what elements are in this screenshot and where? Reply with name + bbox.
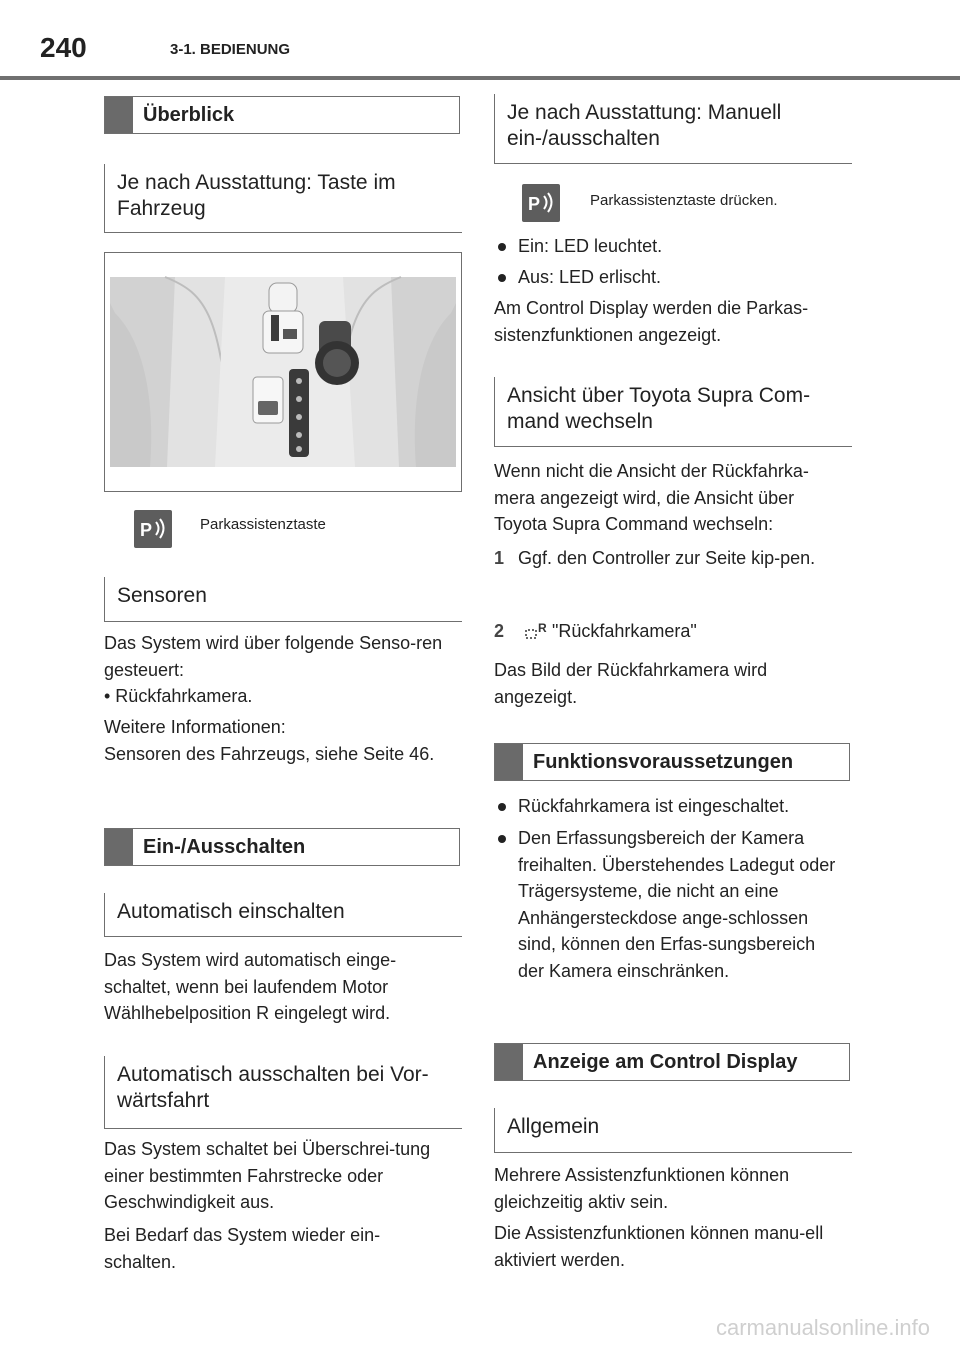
heading-marker [105, 97, 133, 133]
view-paragraph: Wenn nicht die Ansicht der Rückfahrka-mera angezeigt wird, die Ansicht über Toyota Supra Command wechseln: [494, 461, 809, 534]
heading-prerequisites [494, 743, 850, 781]
heading-prerequisites-text: Funktionsvoraussetzungen [533, 751, 794, 773]
center-console-illustration [105, 253, 461, 491]
watermark: carmanualsonline.info [715, 1315, 930, 1340]
heading-on-off [104, 828, 460, 866]
heading-overview-text: Überblick [143, 104, 235, 126]
subheading-sensors: Sensoren [104, 577, 462, 622]
subheading-general: Allgemein [494, 1108, 852, 1153]
general-paragraph-2: Die Assistenzfunktionen können manu-ell aktiviert werden. [494, 1223, 824, 1270]
subheading-view-change: Ansicht über Toyota Supra Com-mand wechseln [494, 377, 852, 447]
subheading-button-in-vehicle: Je nach Ausstattung: Taste im Fahrzeug [104, 164, 462, 233]
bullet-text: Aus: LED erlischt. [518, 267, 662, 287]
step-text: Ggf. den Controller zur Seite kip-pen. [518, 548, 816, 568]
bullet-dot [498, 274, 506, 282]
bullet-dot [498, 243, 506, 251]
subheading-auto-off: Automatisch ausschalten bei Vor-wärtsfahrt [104, 1056, 462, 1129]
heading-marker [495, 744, 523, 780]
page-number: 240 [40, 32, 87, 63]
sensors-paragraph: Das System wird über folgende Senso-ren gesteuert: [104, 633, 443, 680]
page-header [0, 0, 960, 80]
sensors-list-item: • Rückfahrkamera. [104, 686, 253, 706]
general-paragraph-1: Mehrere Assistenzfunktionen können gleichzeitig aktiv sein. [494, 1165, 790, 1212]
heading-on-off-text: Ein-/Ausschalten [143, 836, 306, 858]
bullet-text: Den Erfassungsbereich der Kamera freihalten. Überstehendes Ladegut oder Trägersysteme, die nicht an eine Anhängersteckdose ange-schlossen sind, können den Erfas-sungsbereich der Kamera einschränken. [518, 828, 836, 981]
auto-on-paragraph: Das System wird automatisch einge-schaltet, wenn bei laufendem Motor Wählhebelposition R eingelegt wird. [104, 950, 397, 1023]
svg-text:P: P [140, 520, 153, 540]
heading-marker [495, 1044, 523, 1080]
bullet-text: Rückfahrkamera ist eingeschaltet. [518, 796, 790, 816]
press-caption: Parkassistenztaste drücken. [590, 192, 778, 209]
park-assist-caption: Parkassistenztaste [200, 516, 326, 533]
heading-overview [104, 96, 460, 134]
camera-image-paragraph: Das Bild der Rückfahrkamera wird angezeigt. [494, 660, 768, 707]
heading-marker [105, 829, 133, 865]
center-console-figure [104, 252, 462, 492]
control-display-paragraph: Am Control Display werden die Parkas-sistenzfunktionen angezeigt. [494, 298, 809, 345]
step-number: 2 [494, 621, 505, 641]
svg-text:R: R [538, 621, 547, 635]
sensors-reference: Sensoren des Fahrzeugs, siehe Seite 46. [104, 744, 435, 764]
subheading-manual-on-off: Je nach Ausstattung: Manuell ein-/ausschalten [494, 94, 852, 164]
heading-control-display [494, 1043, 850, 1081]
auto-off-paragraph: Das System schaltet bei Überschrei-tung einer bestimmten Fahrstrecke oder Geschwindigkeit aus. [104, 1139, 431, 1212]
bullet-text: Ein: LED leuchtet. [518, 236, 663, 256]
auto-off-paragraph-2: Bei Bedarf das System wieder ein-schalten. [104, 1225, 381, 1272]
subheading-auto-on: Automatisch einschalten [104, 893, 462, 937]
bullet-dot [498, 803, 506, 811]
park-assist-button-icon [522, 184, 560, 222]
bullet-dot [498, 835, 506, 843]
step-number: 1 [494, 548, 505, 568]
rear-camera-icon [524, 620, 550, 642]
park-assist-button-icon [134, 510, 172, 548]
header-rule [0, 76, 960, 80]
section-title: 3-1. BEDIENUNG [170, 41, 291, 58]
more-info-label: Weitere Informationen: [104, 717, 286, 737]
step-text: "Rückfahrkamera" [552, 621, 697, 641]
heading-control-display-text: Anzeige am Control Display [533, 1051, 798, 1073]
svg-text:P: P [528, 194, 541, 214]
